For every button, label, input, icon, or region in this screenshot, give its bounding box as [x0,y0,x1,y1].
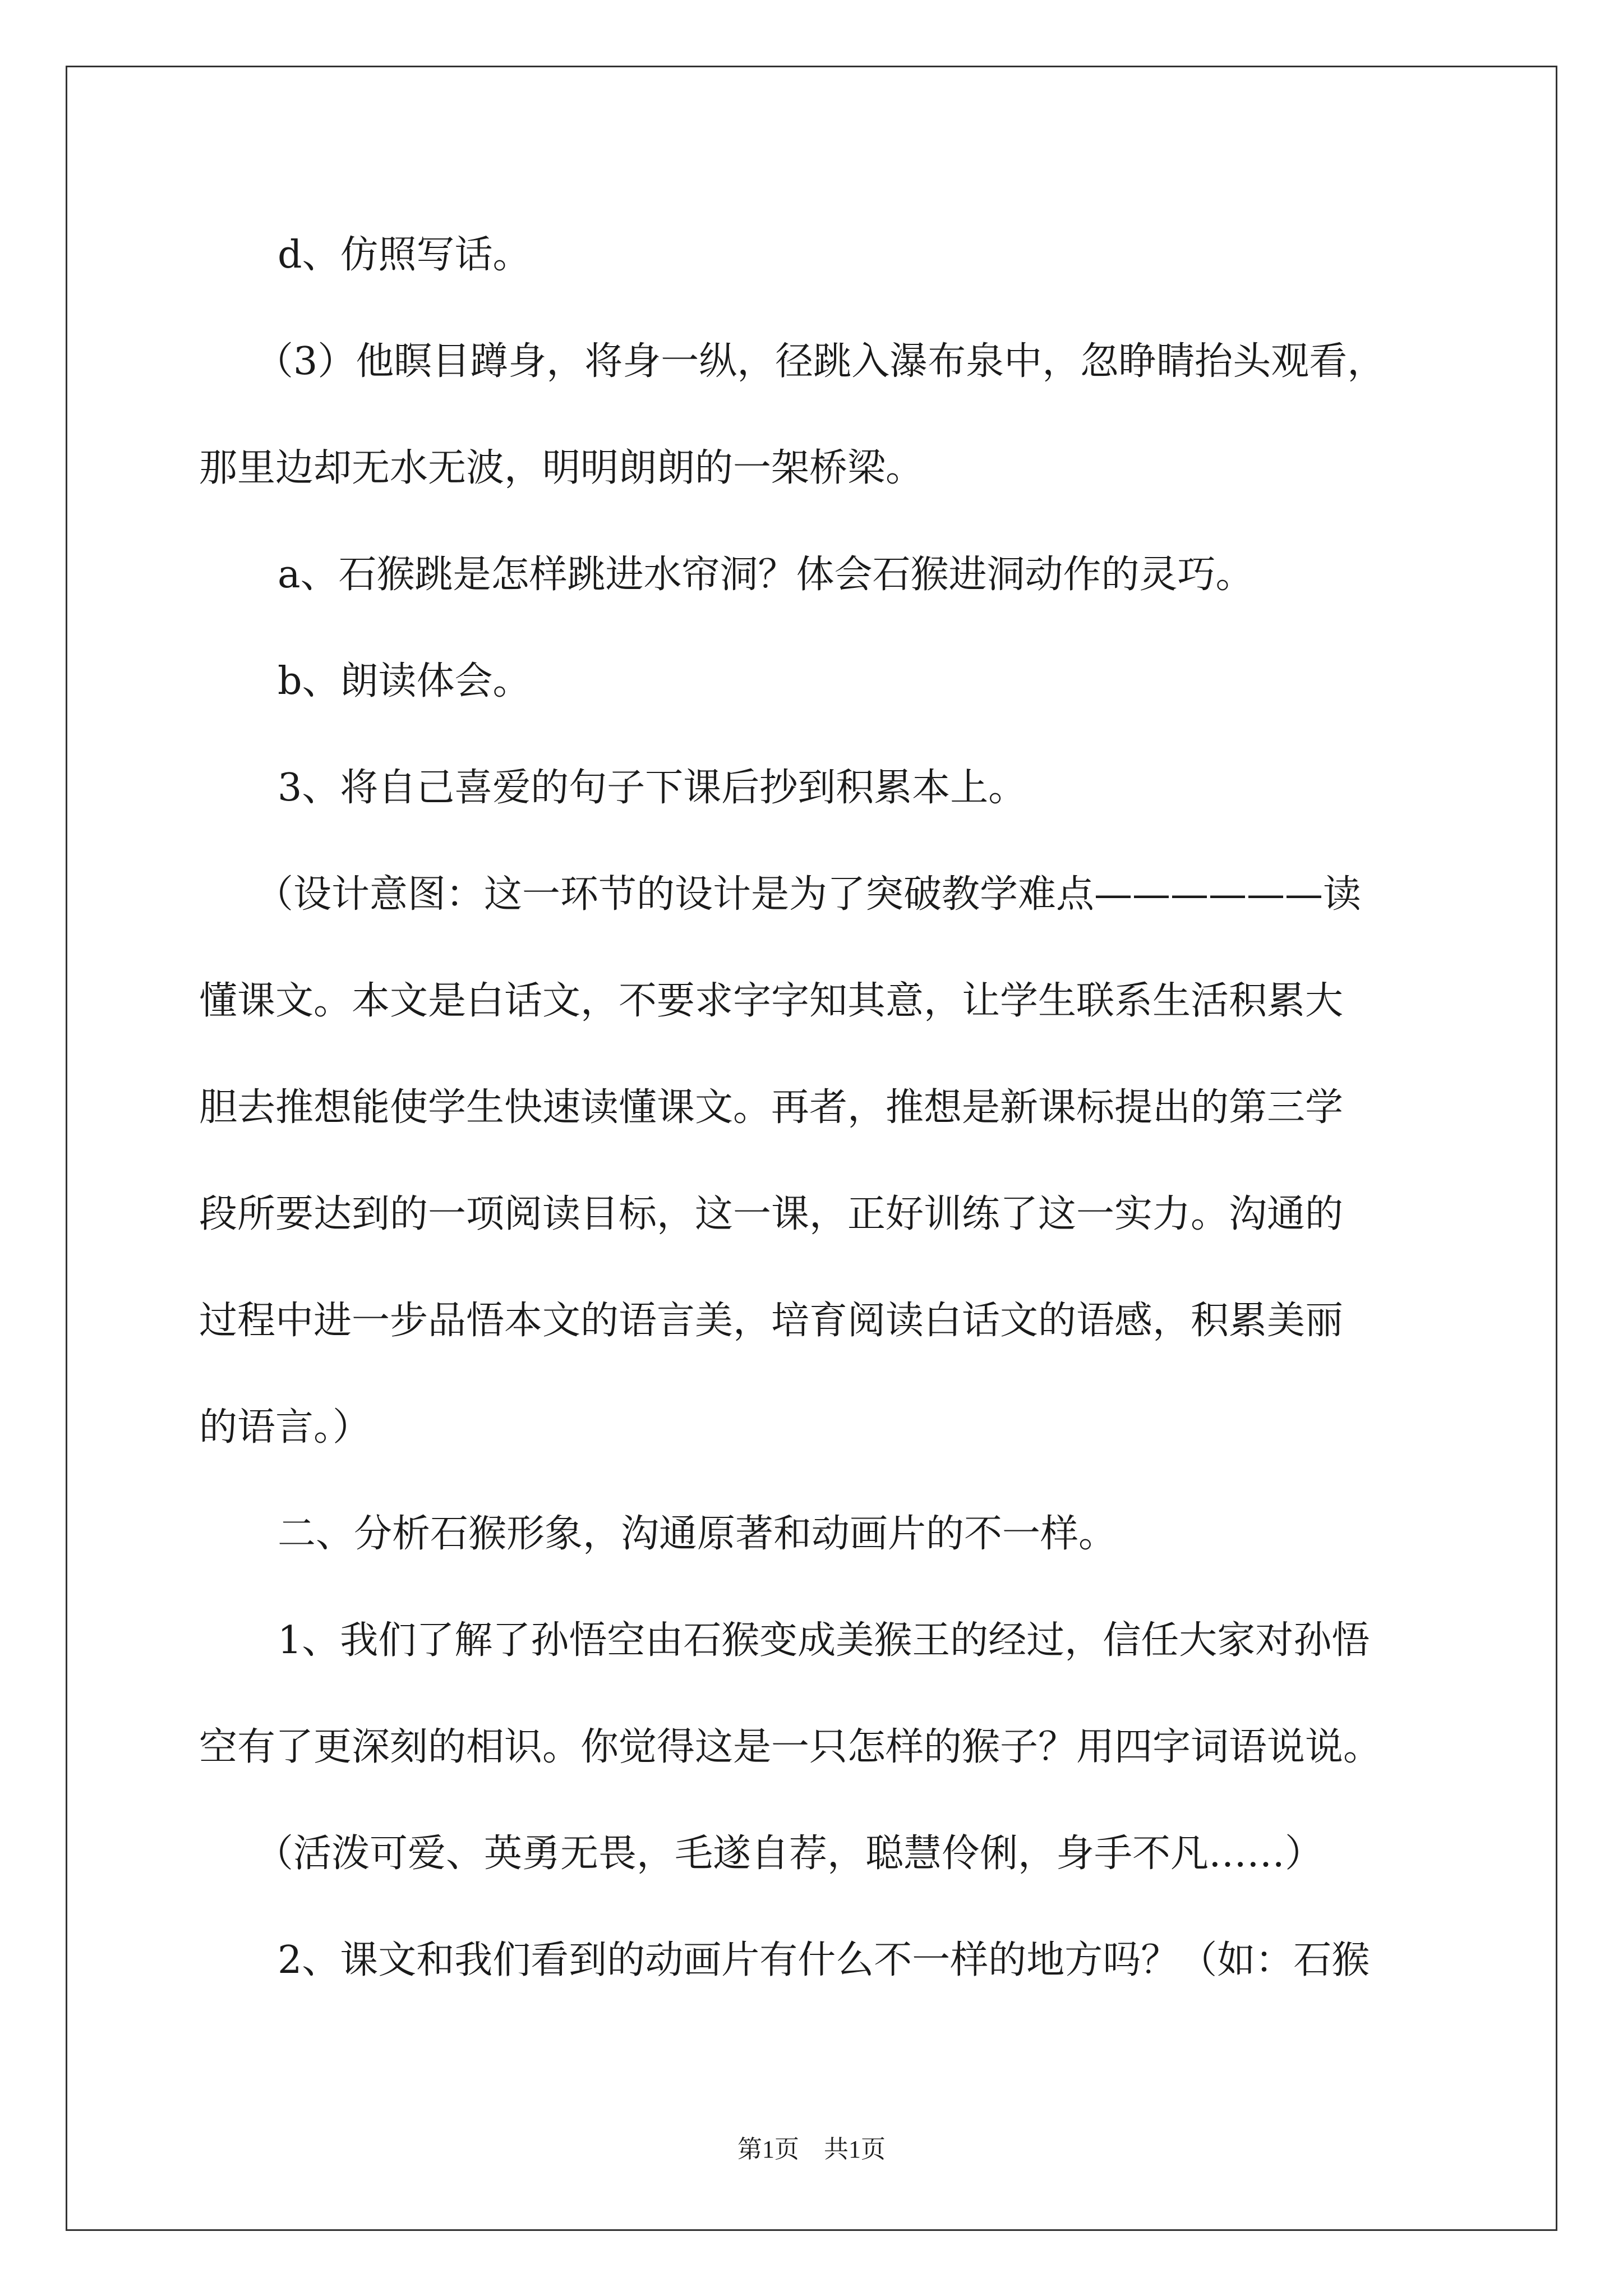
page-number-footer: 第1页 共1页 [737,2136,886,2163]
paragraph-line: 过程中进一步品悟本文的语言美，培育阅读白话文的语感，积累美丽 [199,1299,1344,1343]
paragraph-line: （3）他瞑目蹲身，将身一纵，径跳入瀑布泉中，忽睁睛抬头观看， [255,339,1386,384]
paragraph-line: 胆去推想能使学生快速读懂课文。再者，推想是新课标提出的第三学 [199,1085,1344,1130]
paragraph-line: 二、分析石猴形象，沟通原著和动画片的不一样。 [278,1512,1117,1556]
paragraph-line: （设计意图：这一环节的设计是为了突破教学难点——————读 [255,872,1362,917]
paragraph-line: a、石猴跳是怎样跳进水帘洞？体会石猴进洞动作的灵巧。 [278,553,1254,597]
paragraph-line: 3、将自己喜爱的句子下课后抄到积累本上。 [278,766,1027,810]
paragraph-line: 段所要达到的一项阅读目标，这一课，正好训练了这一实力。沟通的 [199,1192,1344,1236]
paragraph-line: 那里边却无水无波，明明朗朗的一架桥梁。 [199,446,924,490]
paragraph-line: d、仿照写话。 [278,233,531,277]
paragraph-line: b、朗读体会。 [278,659,531,703]
paragraph-line: 1、我们了解了孙悟空由石猴变成美猴王的经过，信任大家对孙悟 [278,1618,1370,1663]
paragraph-line: 2、课文和我们看到的动画片有什么不一样的地方吗？（如：石猴 [278,1938,1370,1982]
paragraph-line: 懂课文。本文是白话文，不要求字字知其意，让学生联系生活积累大 [199,979,1344,1023]
paragraph-line: 空有了更深刻的相识。你觉得这是一只怎样的猴子？用四字词语说说。 [199,1725,1382,1769]
paragraph-line: （活泼可爱、英勇无畏，毛遂自荐，聪慧伶俐，身手不凡……） [255,1832,1324,1876]
paragraph-line: 的语言。） [199,1405,371,1450]
